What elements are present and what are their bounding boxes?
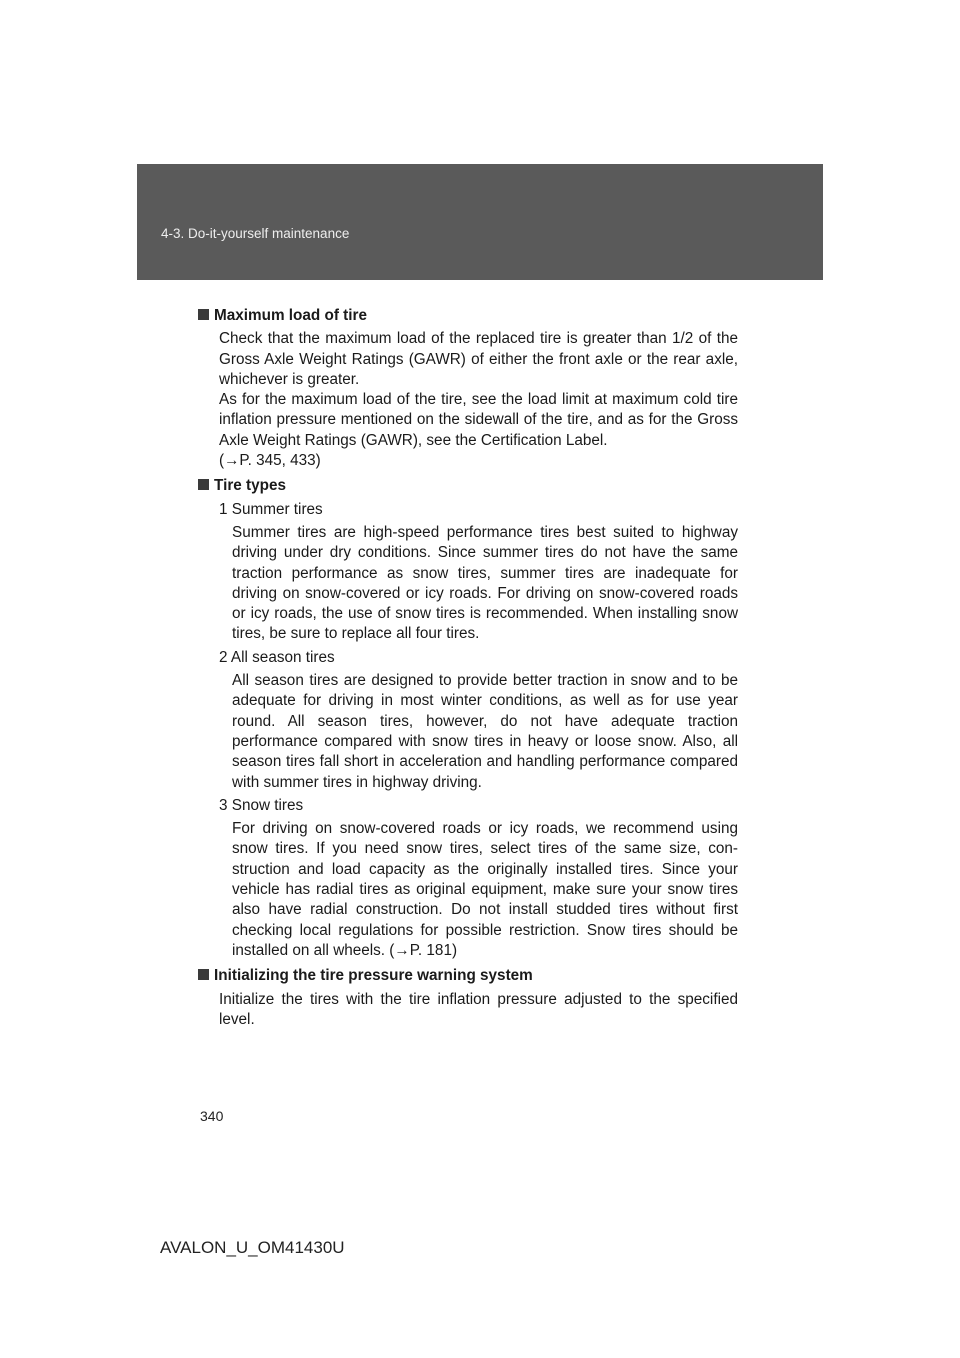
page-content (198, 306, 738, 1035)
footer-code: AVALON_U_OM41430U (160, 1238, 345, 1257)
page-number: 340 (200, 1108, 224, 1124)
list-item-body: Summer tires are high-speed performance tires best suited to highway driving under dry conditions. Since summer tires do not have the same traction performance as snow tires, summer tires are inadequate for driving on snow-covered or icy roads. For driving on snow-covered roads or icy roads, the use of snow tires is recommended. When installing snow tires, be sure to replace all four tires. (232, 523, 738, 643)
paragraph: Initialize the tires with the tire inflation pressure adjusted to the specified level. (219, 990, 738, 1028)
heading-text: Maximum load of tire (214, 307, 367, 324)
list-item-body: For driving on snow-covered roads or icy roads, we recommend using snow tires. If you need snow tires, select tires of the same size, con-struction and load capacity as the originally installed tires. Since your vehicle has radial tires as original equipment, make sure your snow tires also have radial construction. Do not install studded tires without first checking local regulations for possible restriction. Snow tires should be installed on all wheels. (→P. 181) (232, 820, 738, 959)
square-bullet-icon (198, 969, 209, 980)
page-reference: (→P. 345, 433) (219, 452, 321, 470)
paragraph: Check that the maximum load of the replaced tire is greater than 1/2 of the Gross Axle Weight Ratings (GAWR) of either the front axle or the rear axle, whichever is greater. (219, 330, 738, 388)
square-bullet-icon (198, 479, 209, 490)
list-item-title: 1 Summer tires (219, 500, 323, 518)
section-tire-types (198, 476, 738, 961)
heading-text: Tire types (214, 477, 286, 495)
section-maximum-load (198, 306, 738, 471)
heading-text: Initializing the tire pressure warning system (214, 967, 533, 985)
section-heading (198, 306, 738, 326)
section-initializing-tpws (198, 966, 738, 1030)
list-item-title: 3 Snow tires (219, 796, 304, 814)
section-heading (198, 966, 738, 986)
section-heading (198, 476, 738, 496)
header-band (137, 164, 823, 280)
square-bullet-icon (198, 309, 209, 320)
list-item-title: 2 All season tires (219, 648, 335, 666)
section-label: 4-3. Do-it-yourself maintenance (161, 226, 350, 241)
paragraph: As for the maximum load of the tire, see the load limit at maximum cold tire inflation pressure mentioned on the sidewall of the tire, and as for the Gross Axle Weight Ratings (GAWR), see the Certification Label. (219, 391, 738, 449)
list-item-body: All season tires are designed to provide better traction in snow and to be adequate for driving in most winter conditions, as well as for use year round. All season tires, however, do not have adequate traction performance compared with snow tires in heavy or loose snow. Also, all season tires fall short in acceleration and handling performance compared with summer tires in highway driving. (232, 672, 738, 791)
